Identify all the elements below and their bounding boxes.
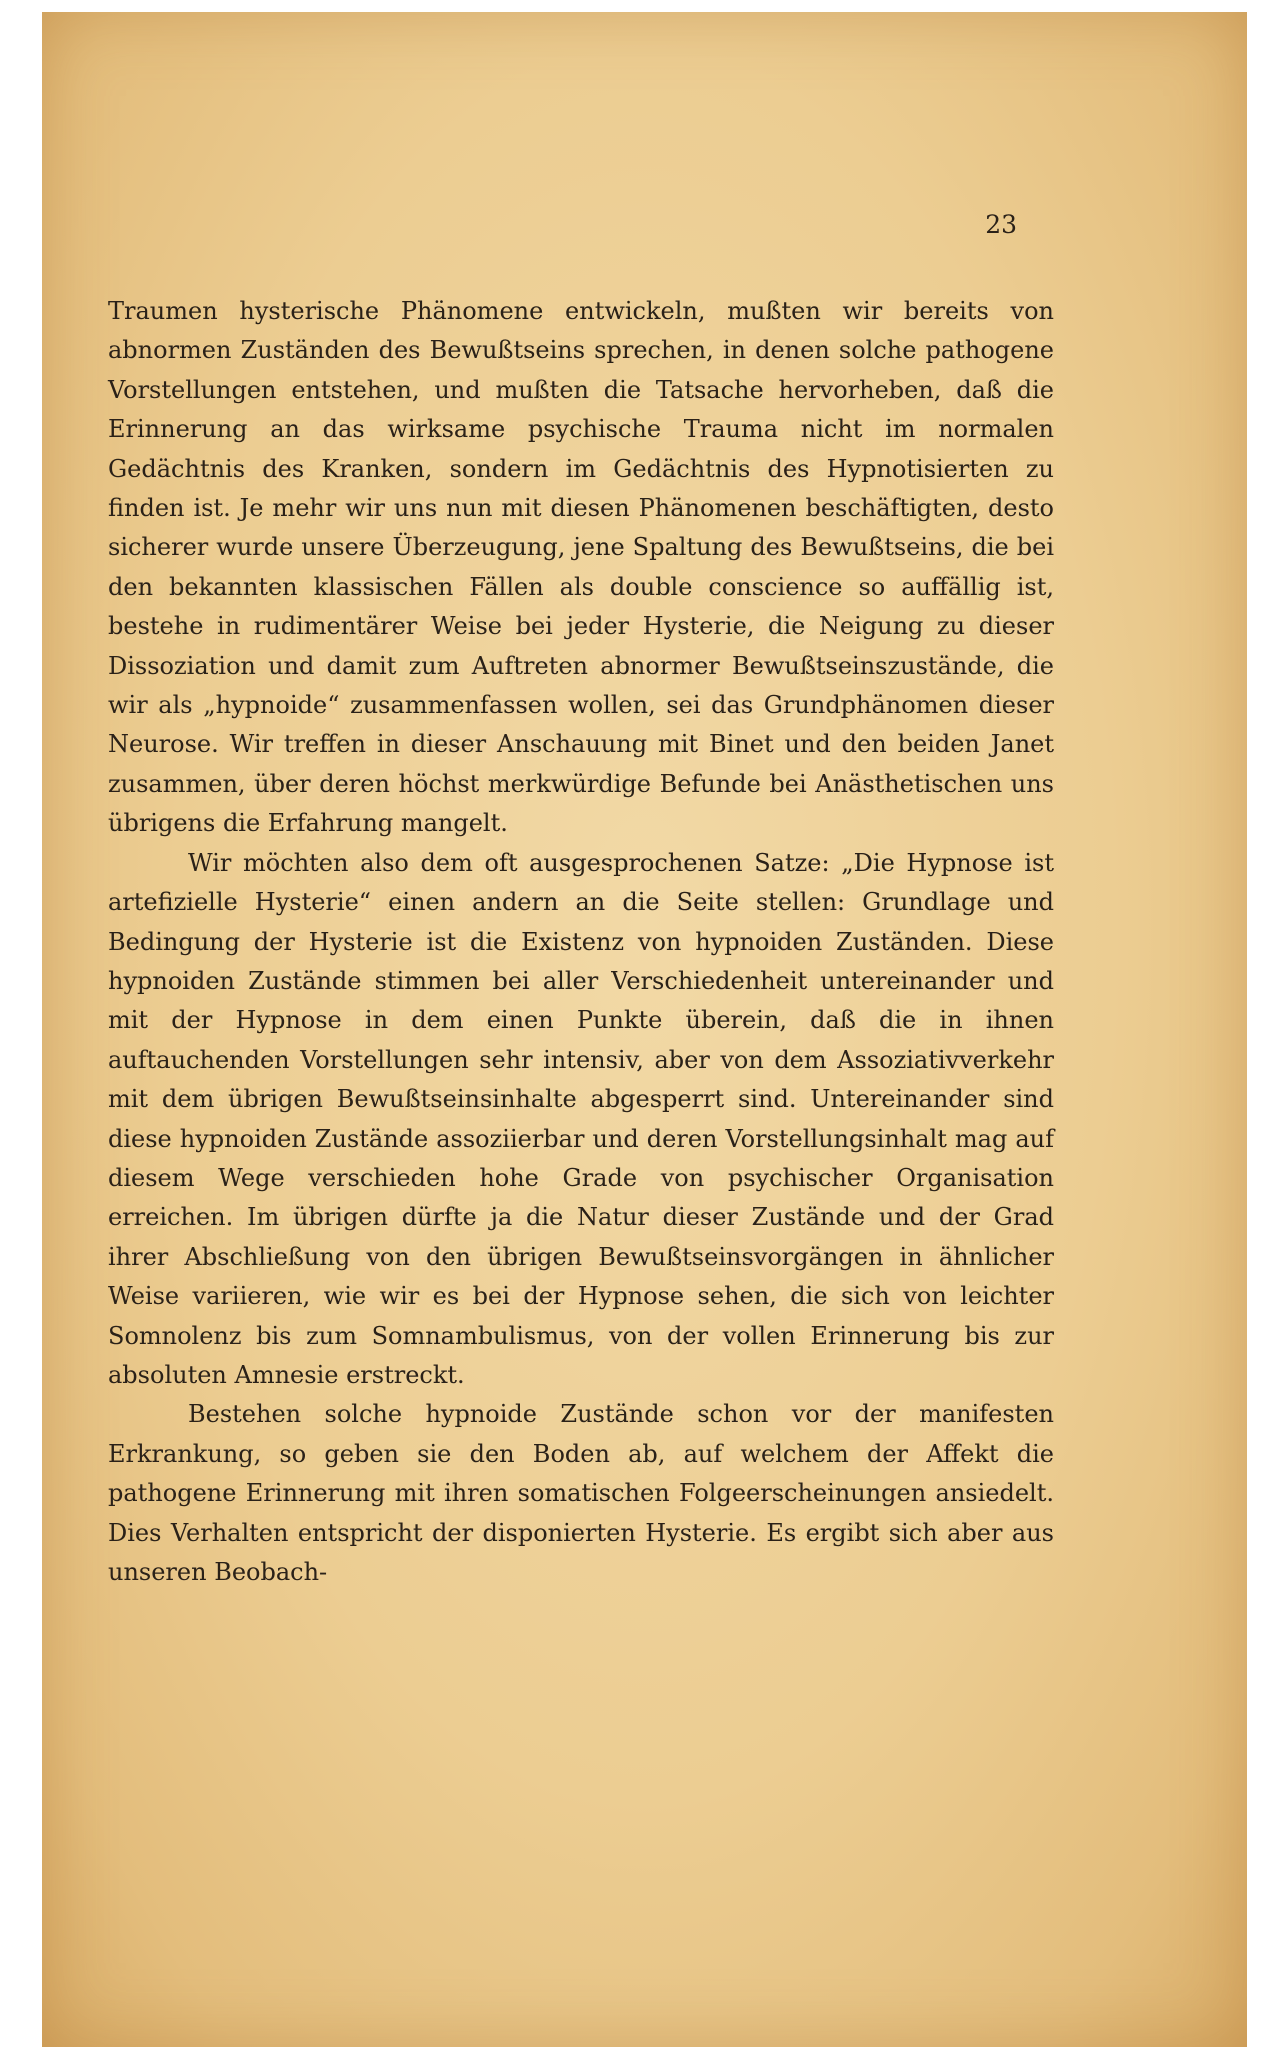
body-text — [108, 292, 1054, 1592]
book-page — [42, 12, 1247, 2047]
paragraph-1: Traumen hysterische Phänomene entwickeln, mußten wir bereits von abnormen Zuständen des Bewußtseins sprechen, in denen solche pathogene Vorstellungen entstehen, und mußten die Tatsache hervorheben, daß die Erinnerung an das wirksame psychische Trauma nicht im normalen Gedächtnis des Kranken, sondern im Gedächtnis des Hypnotisierten zu finden ist. Je mehr wir uns nun mit diesen Phänomenen beschäftigten, desto sicherer wurde unsere Überzeugung, jene Spaltung des Bewußtseins, die bei den bekannten klassischen Fällen als double conscience so auffällig ist, bestehe in rudimentärer Weise bei jeder Hysterie, die Neigung zu dieser Dissoziation und damit zum Auftreten abnormer Bewußtseinszustände, die wir als „hypnoide“ zusammenfassen wollen, sei das Grundphänomen dieser Neurose. Wir treffen in dieser Anschauung mit Binet und den beiden Janet zusammen, über deren höchst merkwürdige Befunde bei Anästhetischen uns übrigens die Erfahrung mangelt. — [108, 297, 1054, 838]
page-number: 23 — [985, 210, 1017, 239]
paragraph-3: Bestehen solche hypnoide Zustände schon vor der manifesten Erkrankung, so geben sie den Boden ab, auf welchem der Affekt die pathogene Erinnerung mit ihren somatischen Folgeerscheinungen ansiedelt. Dies Verhalten entspricht der disponierten Hysterie. Es ergibt sich aber aus unseren Beobach- — [108, 1400, 1054, 1586]
paragraph-2: Wir möchten also dem oft ausgesprochenen Satze: „Die Hypnose ist artefizielle Hysterie“ einen andern an die Seite stellen: Grundlage und Bedingung der Hysterie ist die Existenz von hypnoiden Zuständen. Diese hypnoiden Zustände stimmen bei aller Verschiedenheit untereinander und mit der Hypnose in dem einen Punkte überein, daß die in ihnen auftauchenden Vorstellungen sehr intensiv, aber von dem Assoziativverkehr mit dem übrigen Bewußtseinsinhalte abgesperrt sind. Untereinander sind diese hypnoiden Zustände assoziierbar und deren Vorstellungsinhalt mag auf diesem Wege verschieden hohe Grade von psychischer Organisation erreichen. Im übrigen dürfte ja die Natur dieser Zustände und der Grad ihrer Abschließung von den übrigen Bewußtseinsvorgängen in ähnlicher Weise variieren, wie wir es bei der Hypnose sehen, die sich von leichter Somnolenz bis zum Somnambulismus, von der vollen Erinnerung bis zur absoluten Amnesie erstreckt. — [108, 848, 1054, 1389]
